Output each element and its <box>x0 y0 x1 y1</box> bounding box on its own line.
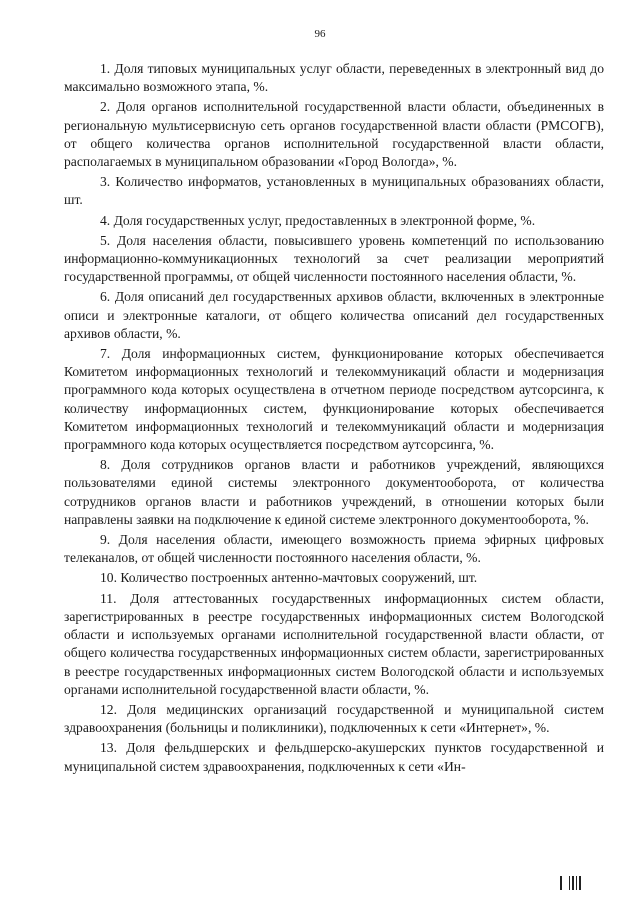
paragraph-9: 9. Доля населения области, имеющего возможность приема эфирных цифровых телеканалов, от общей численности постоянного населения области, %. <box>64 532 604 566</box>
paragraph-1: 1. Доля типовых муниципальных услуг области, переведенных в электронный вид до максимально возможного этапа, %. <box>64 61 604 95</box>
page-number: 96 <box>314 28 326 40</box>
paragraph-3: 3. Количество информатов, установленных в муниципальных образованиях области, шт. <box>64 174 604 208</box>
paragraph-5: 5. Доля населения области, повысившего уровень компетенций по использованию информационно-коммуникационных технологий за счет реализации мероприятий государственной программы, от общей численности постоянного населения области, %. <box>64 232 604 285</box>
paragraph-12: 12. Доля медицинских организаций государственной и муниципальной систем здравоохранения (больницы и поликлиники), подключенных к сети «Интернет», %. <box>64 701 604 736</box>
paragraph-11: 11. Доля аттестованных государственных информационных систем области, зарегистрированных в реестре государственных информационных систем Вологодской области и используемых органами исполнительной государственной власти области, от общего количества государственных информационных систем области, зарегистрированных в реестре государственных информационных систем Вологодской области и используемых органами исполнительной государственной власти области, %. <box>64 590 604 697</box>
paragraph-13: 13. Доля фельдшерских и фельдшерско-акушерских пунктов государственной и муниципальной систем здравоохранения, подключенных к сети «Ин- <box>64 740 604 774</box>
paragraph-10: 10. Количество построенных антенно-мачтовых сооружений, шт. <box>100 570 478 586</box>
paragraph-6: 6. Доля описаний дел государственных архивов области, включенных в электронные описи и электронные каталоги, от общего количества описаний дел государственных архивов области, %. <box>64 289 604 341</box>
paragraph-2: 2. Доля органов исполнительной государственной власти области, объединенных в региональную мультисервисную сеть органов государственной власти области (РМСОГВ), от общего количества органов исполнительной государственной власти области, располагаемых в муниципальном образовании «Город Вологда», %. <box>64 99 604 170</box>
barcode-mark <box>560 876 581 890</box>
paragraph-8: 8. Доля сотрудников органов власти и работников учреждений, являющихся пользователями единой системы электронного документооборота, от количества сотрудников органов власти и работников учреждений, в отношении которых были направлены заявки на подключение к единой системе электронного документооборота, %. <box>64 457 604 527</box>
document-body <box>64 60 604 778</box>
paragraph-7: 7. Доля информационных систем, функционирование которых обеспечивается Комитетом информационных технологий и телекоммуникаций области и модернизация программного кода которых осуществлена в отчетном периоде посредством аутсорсинга, к количеству информационных систем, функционирование которых обеспечивается Комитетом информационных технологий и телекоммуникаций области и модернизация программного кода которых осуществляется посредством аутсорсинга, %. <box>64 346 604 453</box>
paragraph-4: 4. Доля государственных услуг, предоставленных в электронной форме, %. <box>100 212 536 228</box>
